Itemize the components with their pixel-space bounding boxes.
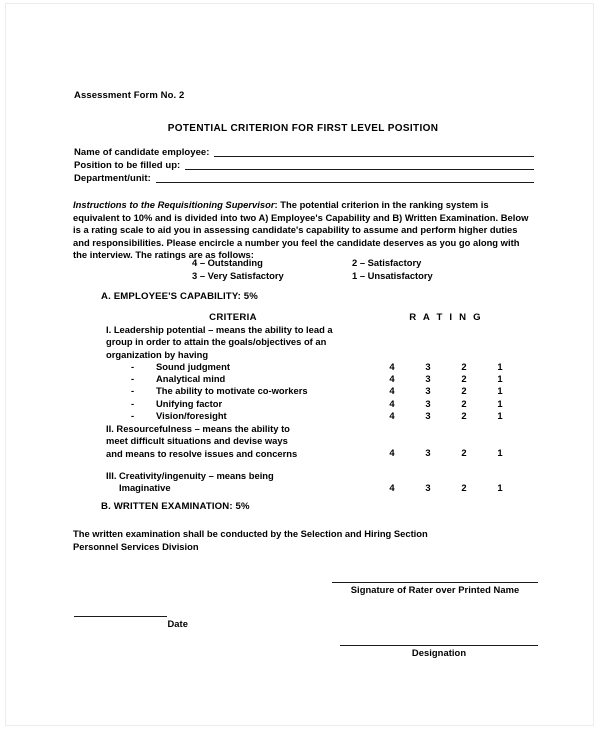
criterion-i-line-2: group in order to attain the goals/objectives of an <box>106 336 327 348</box>
closing-line-2: Personnel Services Division <box>73 540 199 552</box>
rating-option-4[interactable]: 4 <box>389 397 395 409</box>
closing-line-1: The written examination shall be conducted by the Selection and Hiring Section <box>73 528 428 539</box>
field-rule-name[interactable] <box>214 147 534 157</box>
rating-option-2[interactable]: 2 <box>461 360 467 372</box>
rating-scale-2: 2 – Satisfactory <box>352 257 422 268</box>
rating-option-2[interactable]: 2 <box>461 373 467 385</box>
bullet-dash-icon: - <box>131 373 135 385</box>
rating-options <box>386 385 506 397</box>
signature-label-designation: Designation <box>411 647 467 658</box>
criterion-i-line-1: I. Leadership potential – means the ability to lead a <box>106 324 333 335</box>
rating-scale-4: 4 – Outstanding <box>192 257 263 268</box>
criterion-ii-line-3: and means to resolve issues and concerns <box>106 447 298 459</box>
rating-scale-3: 3 – Very Satisfactory <box>192 270 284 281</box>
signature-label-rater: Signature of Rater over Printed Name <box>350 584 520 595</box>
field-rule-department[interactable] <box>156 173 534 183</box>
criterion-item-row <box>68 410 538 422</box>
table-header-row <box>68 312 538 324</box>
criterion-item-row <box>68 361 538 373</box>
instructions-body: : The potential criterion in the ranking system is equivalent to 10% and is divided into two A) Employee's Capability and B) Written Examination. Below is a rating scale to aid you in assessing candidate's capability to assume and perform higher duties and responsibilities. Please encircle a number you feel the candidate deserves as you go along with the interview. The ratings are as follows: <box>73 199 529 261</box>
section-heading-b: B. WRITTEN EXAMINATION: 5% <box>101 501 250 512</box>
rating-option-3[interactable]: 3 <box>425 360 431 372</box>
criterion-ii-line-1: II. Resourcefulness – means the ability to <box>106 423 290 434</box>
criterion-ii-intro <box>106 423 406 460</box>
field-label-position: Position to be filled up: <box>74 160 181 171</box>
bullet-dash-icon: - <box>131 397 135 409</box>
column-header-rating: R A T I N G <box>409 312 483 323</box>
rating-option-1[interactable]: 1 <box>497 360 503 372</box>
rating-option-3[interactable]: 3 <box>425 482 431 493</box>
document-page <box>5 3 594 726</box>
bullet-dash-icon: - <box>131 410 135 422</box>
page-title: POTENTIAL CRITERION FOR FIRST LEVEL POSITION <box>167 123 439 134</box>
criterion-item-label: Vision/foresight <box>156 410 227 422</box>
criterion-item-label: Unifying factor <box>156 397 223 409</box>
criterion-item-label: The ability to motivate co-workers <box>156 385 308 397</box>
rating-options <box>386 373 506 385</box>
instructions-heading: Instructions to the Requisitioning Supervisor <box>73 199 275 211</box>
bullet-dash-icon: - <box>131 360 135 372</box>
rating-options <box>386 410 506 422</box>
rating-option-1[interactable]: 1 <box>497 385 503 397</box>
field-rule-position[interactable] <box>185 160 534 170</box>
field-row-name <box>74 145 534 158</box>
criterion-iii-line-2: Imaginative <box>119 482 171 494</box>
rating-option-3[interactable]: 3 <box>425 397 431 409</box>
rating-option-3[interactable]: 3 <box>425 447 431 458</box>
criterion-block-i <box>68 324 538 422</box>
rating-option-1[interactable]: 1 <box>497 373 503 385</box>
rating-scale-row <box>192 269 522 282</box>
criterion-iii-line-1: III. Creativity/ingenuity – means being <box>106 470 274 481</box>
criterion-iii-intro <box>106 470 406 495</box>
rating-option-2[interactable]: 2 <box>461 482 467 493</box>
criterion-item-row <box>68 398 538 410</box>
rating-option-1[interactable]: 1 <box>497 482 503 493</box>
rating-option-1[interactable]: 1 <box>497 410 503 422</box>
field-row-department <box>74 171 534 184</box>
bullet-dash-icon: - <box>131 385 135 397</box>
field-label-department: Department/unit: <box>74 173 151 184</box>
criterion-i-intro <box>106 324 406 361</box>
rating-option-3[interactable]: 3 <box>425 373 431 385</box>
instructions-paragraph <box>73 199 536 261</box>
section-heading-a: A. EMPLOYEE'S CAPABILITY: 5% <box>101 291 258 302</box>
signature-block-date <box>74 616 188 629</box>
criterion-item-label: Analytical mind <box>156 373 226 385</box>
rating-option-1[interactable]: 1 <box>497 397 503 409</box>
rating-option-2[interactable]: 2 <box>461 397 467 409</box>
rating-option-2[interactable]: 2 <box>461 410 467 422</box>
criterion-i-line-3: organization by having <box>106 348 209 360</box>
criterion-item-row <box>68 385 538 397</box>
rating-scale-row <box>192 256 522 269</box>
rating-options <box>386 361 506 373</box>
rating-scale-1: 1 – Unsatisfactory <box>352 270 433 281</box>
field-row-position <box>74 158 534 171</box>
rating-option-1[interactable]: 1 <box>497 447 503 458</box>
signature-block-designation <box>340 645 538 658</box>
rating-option-4[interactable]: 4 <box>389 385 395 397</box>
rating-option-4[interactable]: 4 <box>389 410 395 422</box>
rating-options-ii <box>386 447 506 458</box>
rating-options <box>386 398 506 410</box>
rating-option-4[interactable]: 4 <box>389 373 395 385</box>
criterion-item-label: Sound judgment <box>156 360 230 372</box>
candidate-fields <box>74 145 534 184</box>
signature-label-date: Date <box>167 618 188 629</box>
rating-option-4[interactable]: 4 <box>389 360 395 372</box>
signature-block-rater <box>332 582 538 595</box>
criterion-ii-line-2: meet difficult situations and devise ways <box>106 435 288 447</box>
rating-options-iii <box>386 482 506 493</box>
field-label-name: Name of candidate employee: <box>74 147 210 158</box>
column-header-criteria: CRITERIA <box>209 312 257 323</box>
closing-paragraph <box>73 528 536 553</box>
rating-option-4[interactable]: 4 <box>389 482 395 493</box>
rating-scale-legend <box>192 256 522 282</box>
rating-option-3[interactable]: 3 <box>425 410 431 422</box>
rating-option-2[interactable]: 2 <box>461 447 467 458</box>
criterion-item-row <box>68 373 538 385</box>
form-number: Assessment Form No. 2 <box>74 90 185 101</box>
rating-option-4[interactable]: 4 <box>389 447 395 458</box>
rating-option-3[interactable]: 3 <box>425 385 431 397</box>
rating-option-2[interactable]: 2 <box>461 385 467 397</box>
